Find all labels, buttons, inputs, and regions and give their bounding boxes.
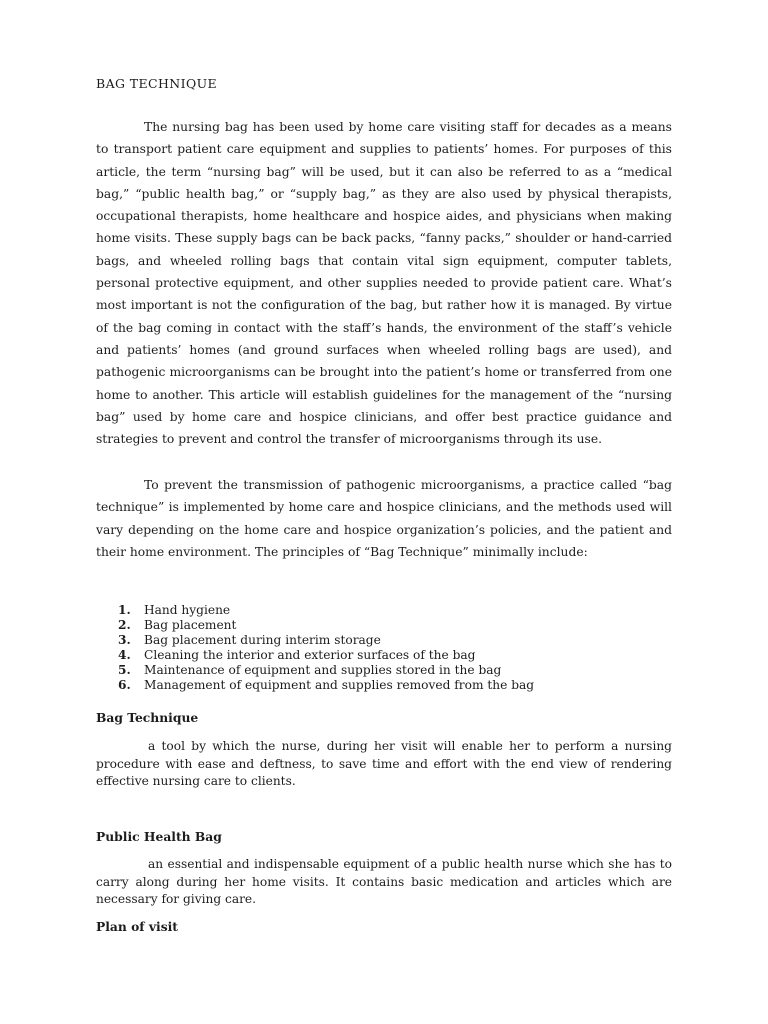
list-item-number: 5.: [118, 663, 131, 677]
section-heading-public-health-bag: Public Health Bag: [96, 829, 222, 844]
list-item: [96, 678, 672, 693]
list-item-text: Management of equipment and supplies removed from the bag: [144, 678, 535, 692]
section-body-bag-technique: a tool by which the nurse, during her visit will enable her to perform a nursing procedure with ease and deftness, to save time and effort with the end view of rendering effective nursing care to clients.: [96, 739, 672, 788]
list-item-text: Hand hygiene: [144, 603, 231, 617]
principles-list: [96, 603, 672, 693]
list-item: [96, 618, 672, 633]
section-heading-plan-of-visit: Plan of visit: [96, 919, 178, 934]
section-body-public-health-bag: an essential and indispensable equipment of a public health nurse which she has to carry along during her home visits. It contains basic medication and articles which are necessary for giving care.: [96, 857, 672, 906]
document-title: BAG TECHNIQUE: [96, 76, 218, 91]
list-item-number: 2.: [118, 618, 131, 632]
list-item-number: 6.: [118, 678, 131, 692]
list-item-text: Maintenance of equipment and supplies stored in the bag: [144, 663, 502, 677]
principles-intro-paragraph: To prevent the transmission of pathogenic microorganisms, a practice called “bag technique” is implemented by home care and hospice clinicians, and the methods used will vary depending on the home care and hospice organization’s policies, and the patient and their home environment. The principles of “Bag Technique” minimally include:: [96, 478, 672, 559]
intro-paragraph: The nursing bag has been used by home care visiting staff for decades as a means to transport patient care equipment and supplies to patients’ homes. For purposes of this article, the term “nursing bag” will be used, but it can also be referred to as a “medical bag,” “public health bag,” or “supply bag,” as they are also used by physical therapists, occupational therapists, home healthcare and hospice aides, and physicians when making home visits. These supply bags can be back packs, “fanny packs,” shoulder or hand-carried bags, and wheeled rolling bags that contain vital sign equipment, computer tablets, personal protective equipment, and other supplies needed to provide patient care. What’s most important is not the configuration of the bag, but rather how it is managed. By virtue of the bag coming in contact with the staff’s hands, the environment of the staff’s vehicle and patients’ homes (and ground surfaces when wheeled rolling bags are used), and pathogenic microorganisms can be brought into the patient’s home or transferred from one home to another. This article will establish guidelines for the management of the “nursing bag” used by home care and hospice clinicians, and offer best practice guidance and strategies to prevent and control the transfer of microorganisms through its use.: [96, 120, 672, 447]
list-item-text: Cleaning the interior and exterior surfaces of the bag: [144, 648, 476, 662]
list-item-text: Bag placement: [144, 618, 237, 632]
list-item-number: 4.: [118, 648, 131, 662]
list-item-number: 1.: [118, 603, 131, 617]
list-item: [96, 633, 672, 648]
list-item-text: Bag placement during interim storage: [144, 633, 381, 647]
section-heading-bag-technique: Bag Technique: [96, 710, 199, 725]
list-item-number: 3.: [118, 633, 131, 647]
list-item: [96, 603, 672, 618]
list-item: [96, 663, 672, 678]
list-item: [96, 648, 672, 663]
